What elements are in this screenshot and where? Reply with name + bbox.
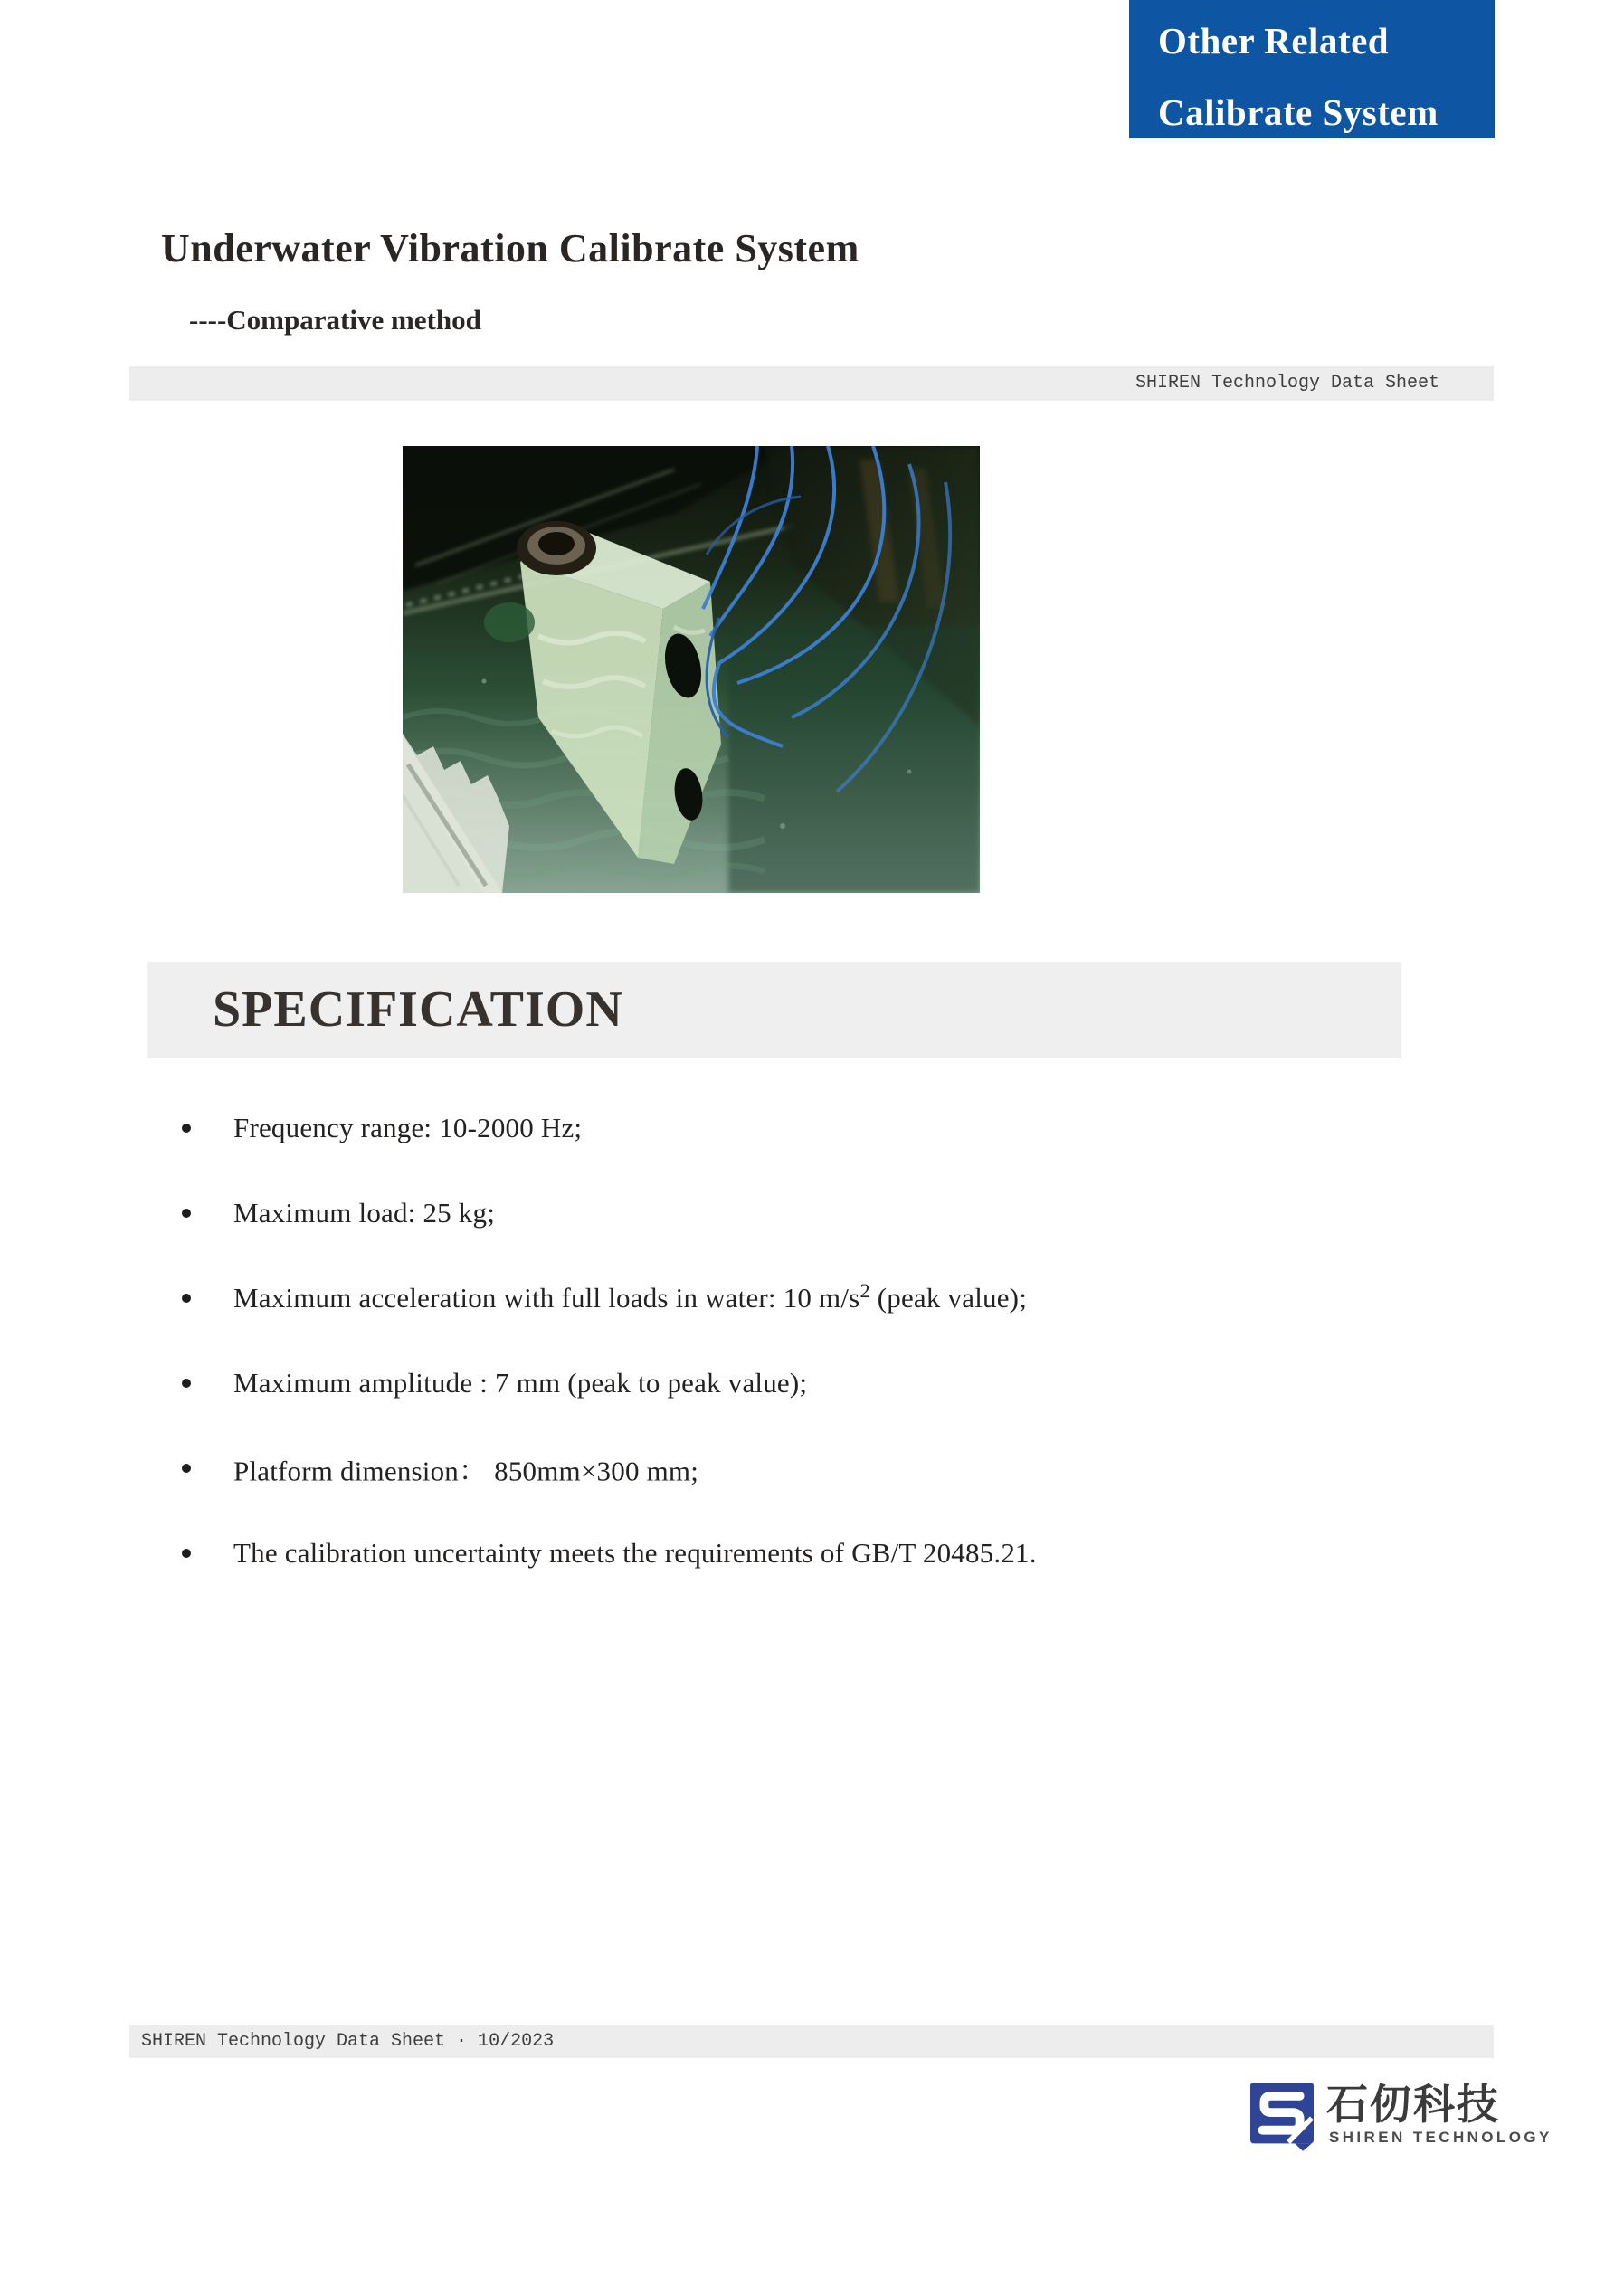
header-band-text: SHIREN Technology Data Sheet bbox=[1135, 373, 1439, 394]
logo-en-text: SHIREN TECHNOLOGY bbox=[1329, 2129, 1553, 2146]
spec-bullet-text: Maximum load: 25 kg; bbox=[233, 1197, 496, 1229]
bullet-dot bbox=[182, 1294, 191, 1303]
spec-bullet-platform bbox=[0, 1426, 1624, 1511]
product-photo bbox=[403, 446, 980, 893]
bullet-dot bbox=[182, 1209, 191, 1218]
spec-bullet-text: Frequency range: 10-2000 Hz; bbox=[233, 1112, 583, 1143]
spec-bullet-text: Platform dimension： 850mm×300 mm; bbox=[233, 1455, 699, 1487]
corner-tag-line1: Other Related bbox=[1158, 20, 1390, 62]
shiren-logo-icon bbox=[1250, 2083, 1314, 2151]
footer-band bbox=[129, 2025, 1494, 2058]
spec-bullet-text bbox=[233, 1278, 1028, 1314]
header-band bbox=[129, 366, 1494, 401]
specification-heading: SPECIFICATION bbox=[213, 982, 623, 1038]
bullet-dot bbox=[182, 1464, 191, 1473]
spec-bullet-text-pre: Maximum acceleration with full loads in water: 10 m/s bbox=[233, 1282, 860, 1314]
bullet-dot bbox=[182, 1379, 191, 1388]
spec-bullet-text: The calibration uncertainty meets the requirements of GB/T 20485.21. bbox=[233, 1537, 1037, 1569]
bullet-dot bbox=[182, 1124, 191, 1133]
spec-bullet-load bbox=[0, 1171, 1624, 1256]
footer-band-text: SHIREN Technology Data Sheet · 10/2023 bbox=[141, 2031, 555, 2052]
specification-band bbox=[147, 962, 1401, 1058]
spec-bullet-text: Maximum amplitude : 7 mm (peak to peak value); bbox=[233, 1367, 808, 1399]
spec-bullet-text-post: (peak value); bbox=[869, 1282, 1028, 1314]
bullet-dot bbox=[182, 1549, 191, 1558]
corner-tag-line2: Calibrate System bbox=[1158, 91, 1439, 133]
corner-category-tag bbox=[1129, 0, 1495, 138]
spec-bullet-uncertainty bbox=[0, 1511, 1624, 1596]
page-title: Underwater Vibration Calibrate System bbox=[161, 226, 859, 270]
superscript-2: 2 bbox=[859, 1278, 870, 1302]
logo-cjk-text: 石仞科技 bbox=[1326, 2080, 1500, 2129]
spec-bullet-frequency bbox=[0, 1086, 1624, 1171]
spec-bullet-amplitude bbox=[0, 1341, 1624, 1426]
page-subtitle: ----Comparative method bbox=[189, 304, 481, 336]
spec-bullet-list bbox=[0, 1086, 1624, 1596]
spec-bullet-acceleration bbox=[0, 1256, 1624, 1341]
